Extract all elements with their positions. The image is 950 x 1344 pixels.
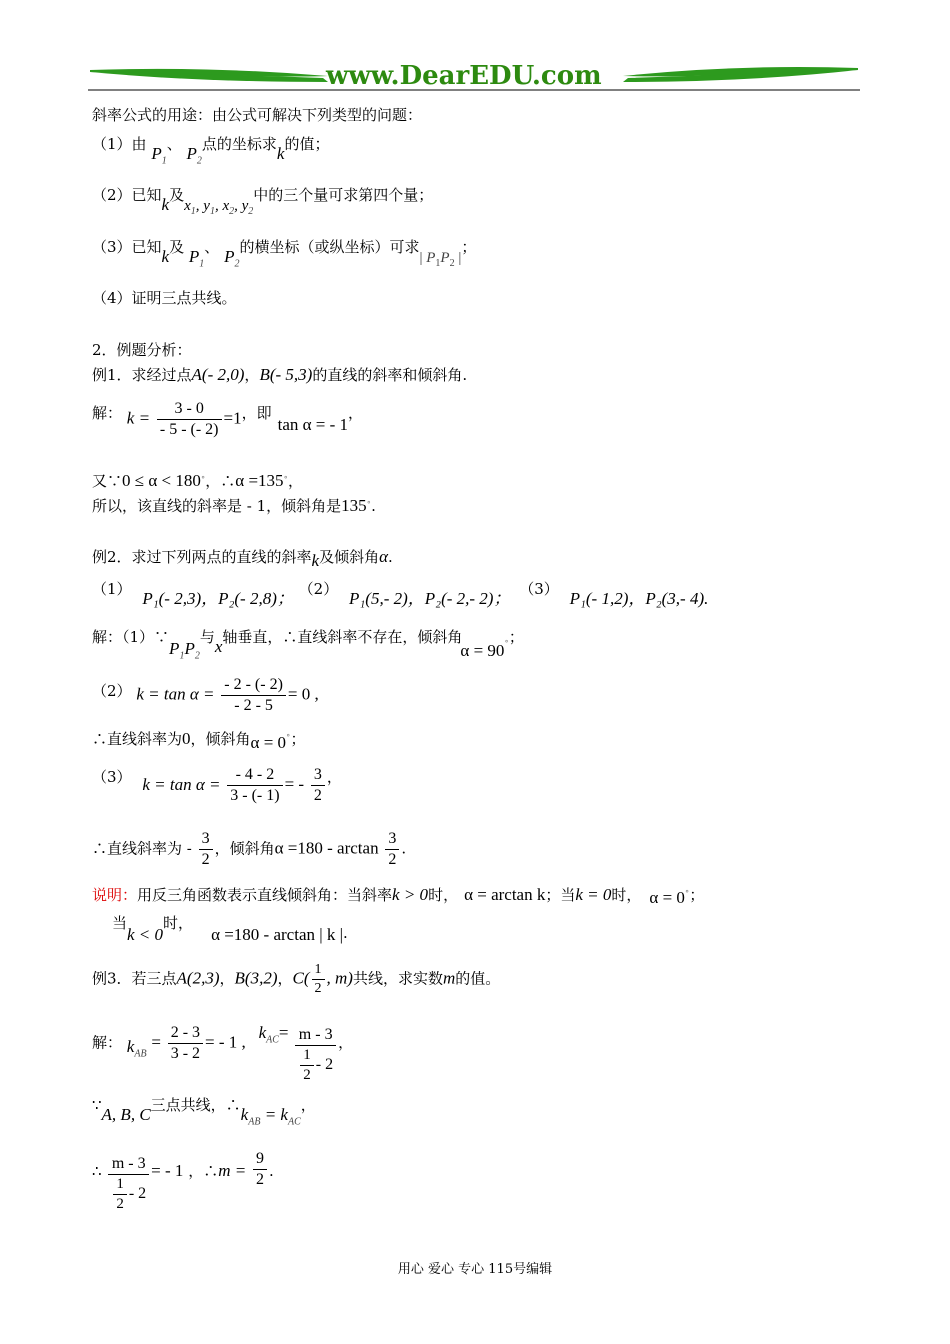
intro-title: 斜率公式的用途：由公式可解决下列类型的问题： bbox=[92, 106, 423, 124]
ex3-question: 例3．若三点A(2,3)，B(3,2)，C( $\frac{1}{2}$ , m)共线，求实数m的值。 bbox=[92, 962, 501, 996]
intro-item-3: （3）已知k及 $P_1$、 $P_2$的横坐标（或纵坐标）可求| $P_1P_2$ |； bbox=[92, 238, 477, 270]
ex1-solution: 解： k = $\frac{3 - 0}{- 5 - (- 2)}$ =1，即tan α = - 1， bbox=[92, 400, 364, 438]
ex2-points: （1） P₁(- 2,3)，P₂(- 2,8)； （2） P₁(5,- 2)，P₂(- 2,- 2)； （3） P₁(- 1,2)，P₂(3,- 4). bbox=[92, 580, 709, 608]
ex2-solution-3b: ∴直线斜率为 - $\frac{3}{2}$ ，倾斜角α =180 - arctan $\frac{3}{2}$ . bbox=[92, 830, 407, 868]
site-logo-text: www.DearEDU.com bbox=[326, 61, 602, 91]
ex2-solution-3: （3） k = tan α = $\frac{- 4 - 2}{3 - (- 1)}$ = - $\frac{3}{2}$ ， bbox=[92, 766, 342, 804]
header-banner bbox=[88, 60, 860, 96]
ex3-final: ∴ m - 3 $\frac{1}{2}$ - 2 = - 1 ，∴m = $\frac{9}{2}$ . bbox=[92, 1150, 274, 1212]
section-2-heading: 2．例题分析： bbox=[92, 341, 192, 359]
ex3-solution: 解： $k_{AB}$ = $\frac{2 - 3}{3 - 2}$ = - 1 , $k_{AC}=$ m - 3 $\frac{1}{2}$ - 2 ， bbox=[92, 1022, 354, 1084]
ex3-collinear: ∵A, B, C三点共线，$\therefore k_{AB} = k_{AC}$， bbox=[92, 1096, 316, 1128]
intro-item-4: （4）证明三点共线。 bbox=[92, 289, 237, 307]
ex1-range: 又∵0 ≤ α < 180∘，∴α =135∘， bbox=[92, 471, 303, 490]
note-line-2: 当k < 0时，α =180 - arctan | k |. bbox=[112, 914, 348, 944]
intro-item-1: （1）由 $P_1$、 $P_2$点的坐标求k的值； bbox=[92, 135, 330, 167]
ex2-solution-2b: ∴直线斜率为0，倾斜角α = 0∘； bbox=[92, 729, 306, 752]
ex1-conclusion: 所以，该直线的斜率是 - 1，倾斜角是135∘. bbox=[92, 496, 376, 515]
ex2-question: 例2．求过下列两点的直线的斜率k及倾斜角α. bbox=[92, 547, 393, 570]
intro-item-2: （2）已知k及$x_1$, $y_1$, $x_2$, $y_2$中的三个量可求第四个量； bbox=[92, 186, 434, 217]
note-line-1: 说明：用反三角函数表示直线倾斜角：当斜率k > 0时， α = arctan k；当k = 0时， α = 0∘； bbox=[92, 885, 705, 907]
ex2-solution-2: （2） k = tan α = $\frac{- 2 - (- 2)}{- 2 - 5}$ = 0 , bbox=[92, 676, 319, 714]
ex2-solution-1: 解：$(1)\because P_1P_2$与x轴垂直，∴直线斜率不存在，倾斜角α = 90∘； bbox=[92, 628, 524, 662]
ex1-question: 例1．求经过点A(- 2,0)，B(- 5,3)的直线的斜率和倾斜角. bbox=[92, 365, 468, 384]
page-footer: 用心 爱心 专心 115号编辑 bbox=[397, 1262, 553, 1277]
